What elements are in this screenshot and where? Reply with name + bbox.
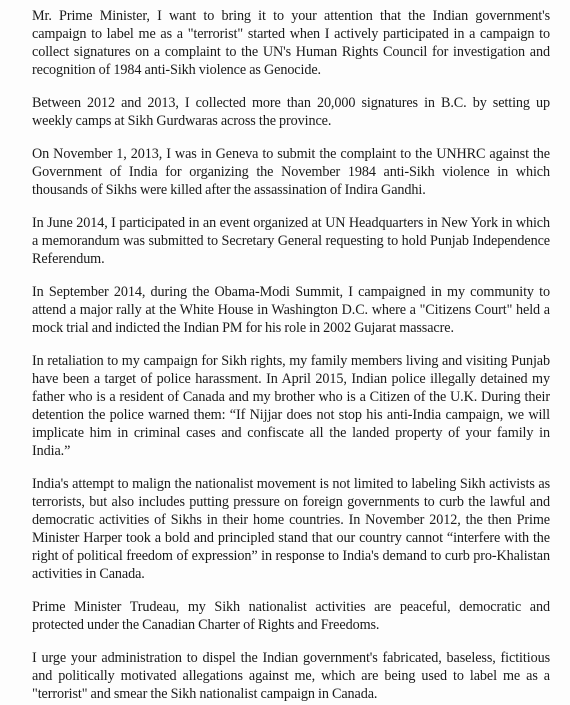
paragraph-geneva: On November 1, 2013, I was in Geneva to submit the complaint to the UNHRC against the Government of India for organizing the November 1984 anti-Sikh violence in which thousands of Sikhs were killed after the assassination of Indira Gandhi. bbox=[32, 146, 550, 198]
paragraph-campaign-origin: Mr. Prime Minister, I want to bring it to your attention that the Indian government's campaign to label me as a "terrorist" started when I actively participated in a campaign to collect signatures on a complaint to the UN's Human Rights Council for investigation and recognition of 1984 anti-Sikh violence as Genocide. bbox=[32, 8, 550, 78]
paragraph-obama-modi-summit: In September 2014, during the Obama-Modi Summit, I campaigned in my community to attend a major rally at the White House in Washington D.C. where a "Citizens Court" held a mock trial and indicted the Indian PM for his role in 2002 Gujarat massacre. bbox=[32, 284, 550, 336]
paragraph-foreign-pressure: India's attempt to malign the nationalist movement is not limited to labeling Sikh activists as terrorists, but also includes putting pressure on foreign governments to curb the lawful and democratic activities of Sikhs in their home countries. In November 2012, the then Prime Minister Harper took a bold and principled stand that our country cannot “interfere with the right of political freedom of expression” in response to India's demand to curb pro-Khalistan activities in Canada. bbox=[32, 476, 550, 582]
paragraph-un-headquarters: In June 2014, I participated in an event organized at UN Headquarters in New York in which a memorandum was submitted to Secretary General requesting to hold Punjab Independence Referendum. bbox=[32, 215, 550, 267]
paragraph-closing-request: I urge your administration to dispel the Indian government's fabricated, baseless, fictitious and politically motivated allegations against me, which are being used to label me as a "terrorist" and smear the Sikh nationalist campaign in Canada. bbox=[32, 650, 550, 702]
paragraph-charter-rights: Prime Minister Trudeau, my Sikh nationalist activities are peaceful, democratic and protected under the Canadian Charter of Rights and Freedoms. bbox=[32, 599, 550, 633]
paragraph-family-harassment: In retaliation to my campaign for Sikh rights, my family members living and visiting Punjab have been a target of police harassment. In April 2015, Indian police illegally detained my father who is a resident of Canada and my brother who is a Citizen of the U.K. During their detention the police warned them: “If Nijjar does not stop his anti-India campaign, we will implicate him in criminal cases and confiscate all the landed property of your family in India.” bbox=[32, 353, 550, 459]
paragraph-signatures: Between 2012 and 2013, I collected more than 20,000 signatures in B.C. by setting up weekly camps at Sikh Gurdwaras across the province. bbox=[32, 95, 550, 129]
